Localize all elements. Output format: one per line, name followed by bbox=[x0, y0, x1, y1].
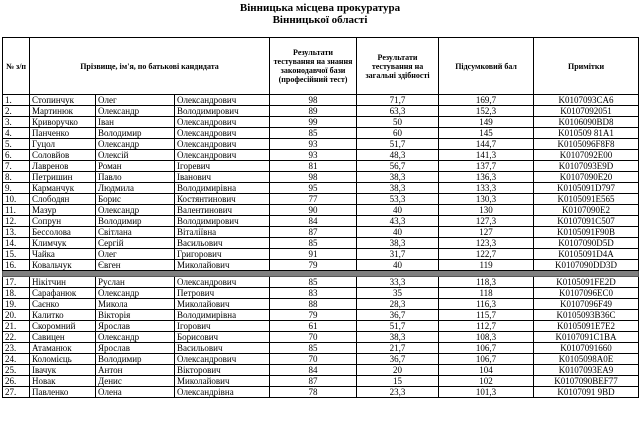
table-row bbox=[3, 299, 639, 310]
note-code: K0105091E7E2 bbox=[534, 321, 639, 332]
surname: Новак bbox=[30, 376, 96, 387]
test1-score: 78 bbox=[270, 387, 357, 398]
table-row bbox=[3, 277, 639, 288]
header-row bbox=[3, 38, 639, 95]
table-row bbox=[3, 365, 639, 376]
total-score: 127 bbox=[439, 227, 534, 238]
total-score: 133,3 bbox=[439, 183, 534, 194]
test1-score: 95 bbox=[270, 183, 357, 194]
row-number: 7. bbox=[3, 161, 30, 172]
surname: Лавренов bbox=[30, 161, 96, 172]
note-code: K0107093E9D bbox=[534, 161, 639, 172]
first-name: Володимир bbox=[96, 216, 175, 227]
row-number: 21. bbox=[3, 321, 30, 332]
surname: Соловйов bbox=[30, 150, 96, 161]
header-num: № з/п bbox=[3, 38, 30, 95]
patronymic: Олександрович bbox=[175, 117, 270, 128]
total-score: 127,3 bbox=[439, 216, 534, 227]
row-number: 8. bbox=[3, 172, 30, 183]
first-name: Сергій bbox=[96, 238, 175, 249]
table-row bbox=[3, 249, 639, 260]
surname: Нікітчин bbox=[30, 277, 96, 288]
total-score: 152,3 bbox=[439, 106, 534, 117]
test1-score: 61 bbox=[270, 321, 357, 332]
test2-score: 51,7 bbox=[357, 139, 439, 150]
header-test1: Результати тестування на знання законодавчої бази (професійний тест) bbox=[270, 38, 357, 95]
test2-score: 23,3 bbox=[357, 387, 439, 398]
table-row bbox=[3, 227, 639, 238]
surname: Калитко bbox=[30, 310, 96, 321]
patronymic: Іванович bbox=[175, 172, 270, 183]
total-score: 141,3 bbox=[439, 150, 534, 161]
row-number: 2. bbox=[3, 106, 30, 117]
table-row bbox=[3, 205, 639, 216]
first-name: Олексій bbox=[96, 150, 175, 161]
surname: Панченко bbox=[30, 128, 96, 139]
note-code: K0105091D4A bbox=[534, 249, 639, 260]
row-number: 17. bbox=[3, 277, 30, 288]
total-score: 104 bbox=[439, 365, 534, 376]
first-name: Ярослав bbox=[96, 343, 175, 354]
total-score: 149 bbox=[439, 117, 534, 128]
patronymic: Володимирівна bbox=[175, 183, 270, 194]
total-score: 118,3 bbox=[439, 277, 534, 288]
first-name: Павло bbox=[96, 172, 175, 183]
first-name: Олег bbox=[96, 95, 175, 106]
table-row bbox=[3, 354, 639, 365]
total-score: 130,3 bbox=[439, 194, 534, 205]
surname: Івачук bbox=[30, 365, 96, 376]
total-score: 169,7 bbox=[439, 95, 534, 106]
patronymic: Олександрович bbox=[175, 139, 270, 150]
test1-score: 70 bbox=[270, 332, 357, 343]
row-number: 23. bbox=[3, 343, 30, 354]
title-line-1: Вінницька місцева прокуратура bbox=[239, 2, 401, 14]
table-body-group-1 bbox=[3, 95, 639, 271]
note-code: K0107090D5D bbox=[534, 238, 639, 249]
surname: Гуцол bbox=[30, 139, 96, 150]
test1-score: 87 bbox=[270, 227, 357, 238]
test2-score: 38,3 bbox=[357, 332, 439, 343]
test1-score: 88 bbox=[270, 299, 357, 310]
title-line-2: Вінницької області bbox=[272, 14, 368, 26]
patronymic: Костянтинович bbox=[175, 194, 270, 205]
surname: Павленко bbox=[30, 387, 96, 398]
test2-score: 60 bbox=[357, 128, 439, 139]
total-score: 115,7 bbox=[439, 310, 534, 321]
total-score: 108,3 bbox=[439, 332, 534, 343]
patronymic: Олександрович bbox=[175, 150, 270, 161]
note-code: K0107093CA6 bbox=[534, 95, 639, 106]
patronymic: Борисович bbox=[175, 332, 270, 343]
note-code: K0107091 9BD bbox=[534, 387, 639, 398]
test1-score: 85 bbox=[270, 277, 357, 288]
first-name: Ярослав bbox=[96, 321, 175, 332]
first-name: Вікторія bbox=[96, 310, 175, 321]
test2-score: 20 bbox=[357, 365, 439, 376]
row-number: 6. bbox=[3, 150, 30, 161]
table-row bbox=[3, 117, 639, 128]
patronymic: Ігоревич bbox=[175, 161, 270, 172]
surname: Мазур bbox=[30, 205, 96, 216]
surname: Чайка bbox=[30, 249, 96, 260]
results-table bbox=[2, 37, 639, 398]
note-code: K0107091660 bbox=[534, 343, 639, 354]
test1-score: 91 bbox=[270, 249, 357, 260]
test1-score: 99 bbox=[270, 117, 357, 128]
table-row bbox=[3, 238, 639, 249]
surname: Слободян bbox=[30, 194, 96, 205]
surname: Ковальчук bbox=[30, 260, 96, 271]
note-code: K0105091D797 bbox=[534, 183, 639, 194]
table-row bbox=[3, 128, 639, 139]
patronymic: Миколайович bbox=[175, 376, 270, 387]
total-score: 122,7 bbox=[439, 249, 534, 260]
test1-score: 98 bbox=[270, 172, 357, 183]
first-name: Роман bbox=[96, 161, 175, 172]
total-score: 144,7 bbox=[439, 139, 534, 150]
header-name: Прізвище, ім'я, по батькові кандидата bbox=[30, 38, 270, 95]
note-code: K0105098A0E bbox=[534, 354, 639, 365]
row-number: 26. bbox=[3, 376, 30, 387]
patronymic: Володимирівна bbox=[175, 310, 270, 321]
total-score: 102 bbox=[439, 376, 534, 387]
patronymic: Григорович bbox=[175, 249, 270, 260]
row-number: 1. bbox=[3, 95, 30, 106]
table-row bbox=[3, 332, 639, 343]
test2-score: 40 bbox=[357, 260, 439, 271]
header-total: Підсумковий бал bbox=[439, 38, 534, 95]
first-name: Олександр bbox=[96, 332, 175, 343]
note-code: K0105091FE2D bbox=[534, 277, 639, 288]
test2-score: 38,3 bbox=[357, 183, 439, 194]
note-code: K0105091E565 bbox=[534, 194, 639, 205]
first-name: Володимир bbox=[96, 354, 175, 365]
first-name: Людмила bbox=[96, 183, 175, 194]
note-code: K0107090DD3D bbox=[534, 260, 639, 271]
table-row bbox=[3, 139, 639, 150]
test2-score: 56,7 bbox=[357, 161, 439, 172]
table-row bbox=[3, 343, 639, 354]
test1-score: 85 bbox=[270, 343, 357, 354]
surname: Криворучко bbox=[30, 117, 96, 128]
table-row bbox=[3, 183, 639, 194]
note-code: K010509 81A1 bbox=[534, 128, 639, 139]
test2-score: 36,7 bbox=[357, 310, 439, 321]
first-name: Олександр bbox=[96, 205, 175, 216]
note-code: K0105093B36C bbox=[534, 310, 639, 321]
row-number: 22. bbox=[3, 332, 30, 343]
row-number: 24. bbox=[3, 354, 30, 365]
test2-score: 51,7 bbox=[357, 321, 439, 332]
row-number: 19. bbox=[3, 299, 30, 310]
surname: Петришин bbox=[30, 172, 96, 183]
row-number: 20. bbox=[3, 310, 30, 321]
row-number: 4. bbox=[3, 128, 30, 139]
total-score: 106,7 bbox=[439, 354, 534, 365]
note-code: K0105096F8F8 bbox=[534, 139, 639, 150]
note-code: K0106090BD8 bbox=[534, 117, 639, 128]
patronymic: Олександрович bbox=[175, 354, 270, 365]
test2-score: 38,3 bbox=[357, 238, 439, 249]
test1-score: 84 bbox=[270, 365, 357, 376]
patronymic: Олександрович bbox=[175, 277, 270, 288]
test2-score: 38,3 bbox=[357, 172, 439, 183]
note-code: K0107096F49 bbox=[534, 299, 639, 310]
table-row bbox=[3, 161, 639, 172]
test1-score: 85 bbox=[270, 128, 357, 139]
first-name: Іван bbox=[96, 117, 175, 128]
surname: Скоромний bbox=[30, 321, 96, 332]
surname: Мартинюк bbox=[30, 106, 96, 117]
first-name: Борис bbox=[96, 194, 175, 205]
test1-score: 77 bbox=[270, 194, 357, 205]
table-row bbox=[3, 194, 639, 205]
row-number: 18. bbox=[3, 288, 30, 299]
patronymic: Петрович bbox=[175, 288, 270, 299]
row-number: 11. bbox=[3, 205, 30, 216]
total-score: 118 bbox=[439, 288, 534, 299]
surname: Стопинчук bbox=[30, 95, 96, 106]
first-name: Євген bbox=[96, 260, 175, 271]
note-code: K0107091C507 bbox=[534, 216, 639, 227]
row-number: 14. bbox=[3, 238, 30, 249]
first-name: Олександр bbox=[96, 106, 175, 117]
first-name: Олена bbox=[96, 387, 175, 398]
test2-score: 71,7 bbox=[357, 95, 439, 106]
test2-score: 21,7 bbox=[357, 343, 439, 354]
header-test2: Результати тестування на загальні здібності bbox=[357, 38, 439, 95]
patronymic: Вікторович bbox=[175, 365, 270, 376]
test2-score: 40 bbox=[357, 227, 439, 238]
surname: Карманчук bbox=[30, 183, 96, 194]
note-code: K0107093EA9 bbox=[534, 365, 639, 376]
test1-score: 85 bbox=[270, 238, 357, 249]
row-number: 3. bbox=[3, 117, 30, 128]
patronymic: Миколайович bbox=[175, 260, 270, 271]
note-code: K0107092051 bbox=[534, 106, 639, 117]
patronymic: Віталіївна bbox=[175, 227, 270, 238]
test1-score: 70 bbox=[270, 354, 357, 365]
test1-score: 79 bbox=[270, 310, 357, 321]
first-name: Володимир bbox=[96, 128, 175, 139]
test1-score: 90 bbox=[270, 205, 357, 216]
test1-score: 84 bbox=[270, 216, 357, 227]
row-number: 15. bbox=[3, 249, 30, 260]
row-number: 13. bbox=[3, 227, 30, 238]
patronymic: Васильович bbox=[175, 238, 270, 249]
total-score: 112,7 bbox=[439, 321, 534, 332]
table-row bbox=[3, 310, 639, 321]
patronymic: Ігорович bbox=[175, 321, 270, 332]
table-row bbox=[3, 321, 639, 332]
test2-score: 31,7 bbox=[357, 249, 439, 260]
total-score: 101,3 bbox=[439, 387, 534, 398]
test2-score: 15 bbox=[357, 376, 439, 387]
row-number: 9. bbox=[3, 183, 30, 194]
test2-score: 63,3 bbox=[357, 106, 439, 117]
note-code: K0105091F90B bbox=[534, 227, 639, 238]
test2-score: 28,3 bbox=[357, 299, 439, 310]
first-name: Світлана bbox=[96, 227, 175, 238]
test2-score: 53,3 bbox=[357, 194, 439, 205]
first-name: Олександр bbox=[96, 139, 175, 150]
note-code: K0107090BEF77 bbox=[534, 376, 639, 387]
surname: Коломієць bbox=[30, 354, 96, 365]
total-score: 119 bbox=[439, 260, 534, 271]
first-name: Микола bbox=[96, 299, 175, 310]
note-code: K0107092E00 bbox=[534, 150, 639, 161]
row-number: 16. bbox=[3, 260, 30, 271]
table-row bbox=[3, 106, 639, 117]
total-score: 116,3 bbox=[439, 299, 534, 310]
table-row bbox=[3, 150, 639, 161]
test1-score: 81 bbox=[270, 161, 357, 172]
patronymic: Володимирович bbox=[175, 216, 270, 227]
row-number: 5. bbox=[3, 139, 30, 150]
total-score: 106,7 bbox=[439, 343, 534, 354]
first-name: Руслан bbox=[96, 277, 175, 288]
test2-score: 50 bbox=[357, 117, 439, 128]
row-number: 12. bbox=[3, 216, 30, 227]
table-row bbox=[3, 172, 639, 183]
patronymic: Олександрович bbox=[175, 95, 270, 106]
surname: Сарафанюк bbox=[30, 288, 96, 299]
test1-score: 93 bbox=[270, 150, 357, 161]
test2-score: 36,7 bbox=[357, 354, 439, 365]
patronymic: Володимирович bbox=[175, 106, 270, 117]
test1-score: 87 bbox=[270, 376, 357, 387]
patronymic: Олександрович bbox=[175, 128, 270, 139]
patronymic: Миколайович bbox=[175, 299, 270, 310]
table-row bbox=[3, 260, 639, 271]
total-score: 145 bbox=[439, 128, 534, 139]
surname: Климчук bbox=[30, 238, 96, 249]
table-row bbox=[3, 288, 639, 299]
surname: Сопрун bbox=[30, 216, 96, 227]
surname: Савицен bbox=[30, 332, 96, 343]
row-number: 10. bbox=[3, 194, 30, 205]
table-row bbox=[3, 387, 639, 398]
total-score: 136,3 bbox=[439, 172, 534, 183]
first-name: Антон bbox=[96, 365, 175, 376]
table-body-group-2 bbox=[3, 277, 639, 398]
total-score: 123,3 bbox=[439, 238, 534, 249]
note-code: K0107091C1BA bbox=[534, 332, 639, 343]
table-row bbox=[3, 216, 639, 227]
test1-score: 83 bbox=[270, 288, 357, 299]
test2-score: 48,3 bbox=[357, 150, 439, 161]
note-code: K0107096EC0 bbox=[534, 288, 639, 299]
surname: Бессолова bbox=[30, 227, 96, 238]
first-name: Денис bbox=[96, 376, 175, 387]
header-notes: Примітки bbox=[534, 38, 639, 95]
test2-score: 40 bbox=[357, 205, 439, 216]
test2-score: 33,3 bbox=[357, 277, 439, 288]
table-row bbox=[3, 376, 639, 387]
note-code: K0107090E20 bbox=[534, 172, 639, 183]
row-number: 27. bbox=[3, 387, 30, 398]
patronymic: Васильович bbox=[175, 343, 270, 354]
table-row bbox=[3, 95, 639, 106]
patronymic: Олександрівна bbox=[175, 387, 270, 398]
surname: Атаманюк bbox=[30, 343, 96, 354]
first-name: Олександр bbox=[96, 288, 175, 299]
patronymic: Валентинович bbox=[175, 205, 270, 216]
row-number: 25. bbox=[3, 365, 30, 376]
test2-score: 43,3 bbox=[357, 216, 439, 227]
total-score: 137,7 bbox=[439, 161, 534, 172]
surname: Саєнко bbox=[30, 299, 96, 310]
test1-score: 89 bbox=[270, 106, 357, 117]
page-title bbox=[0, 0, 640, 26]
total-score: 130 bbox=[439, 205, 534, 216]
test1-score: 93 bbox=[270, 139, 357, 150]
test2-score: 35 bbox=[357, 288, 439, 299]
test1-score: 79 bbox=[270, 260, 357, 271]
test1-score: 98 bbox=[270, 95, 357, 106]
note-code: K0107090E2 bbox=[534, 205, 639, 216]
first-name: Олег bbox=[96, 249, 175, 260]
